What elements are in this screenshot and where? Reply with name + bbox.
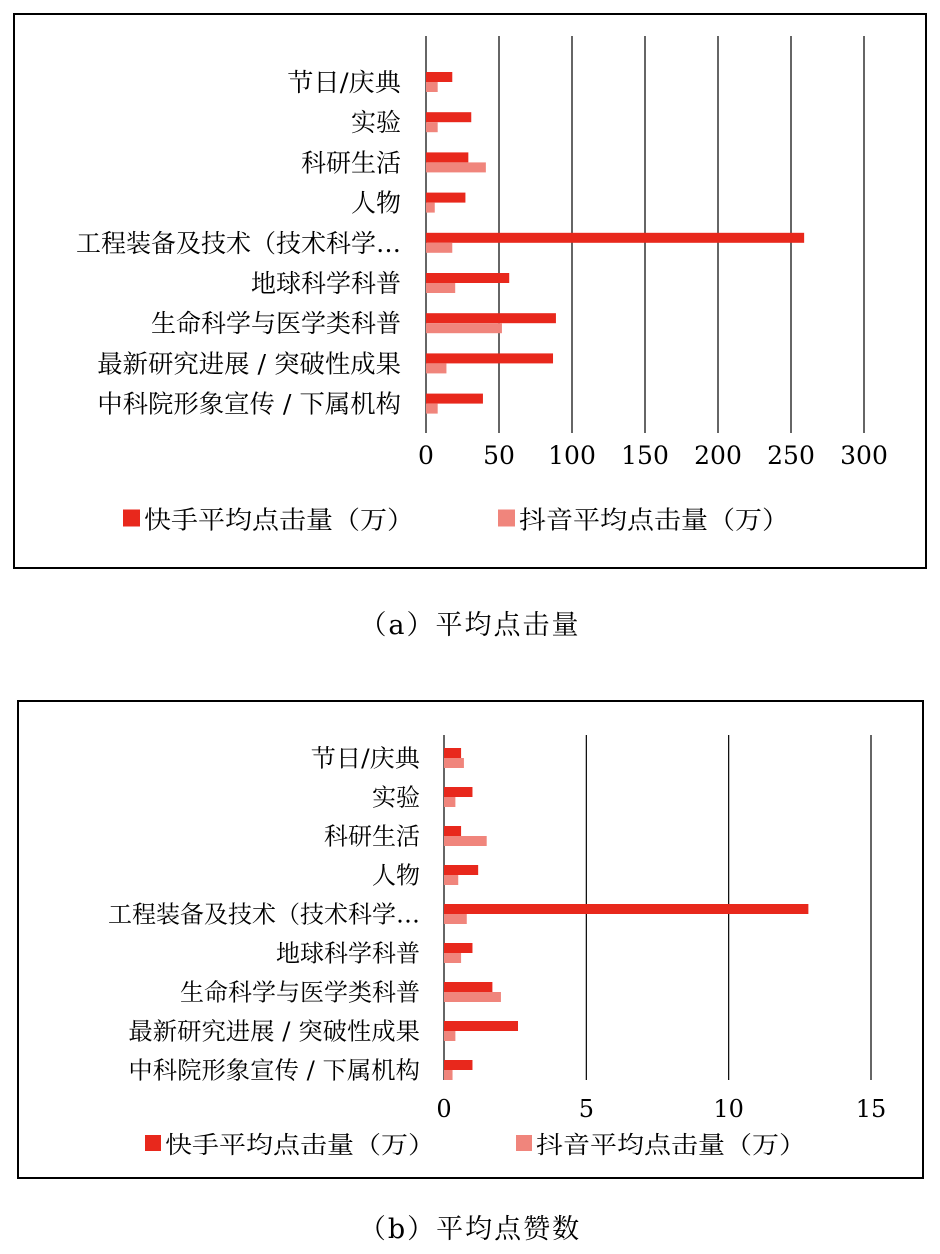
category-label: 实验 (351, 108, 401, 138)
category-label: 地球科学科普 (251, 269, 401, 298)
bar-kuaishou (444, 904, 808, 914)
bar-kuaishou (426, 72, 452, 82)
legend-label-douyin: 抖音平均点击量（万） (536, 1131, 806, 1160)
category-label: 工程装备及技术（技术科学… (76, 228, 401, 258)
x-tick-label: 10 (713, 1095, 744, 1123)
bar-douyin (444, 914, 467, 924)
legend-swatch-kuaishou (123, 510, 140, 527)
category-label: 地球科学科普 (276, 939, 420, 968)
x-tick-label: 50 (483, 441, 515, 470)
bar-douyin (444, 836, 487, 846)
like-chart (19, 702, 926, 1181)
category-label: 人物 (351, 188, 401, 218)
click-chart (15, 15, 929, 571)
bar-douyin (426, 122, 438, 132)
bar-kuaishou (426, 112, 471, 122)
bar-douyin (426, 323, 502, 333)
bar-kuaishou (426, 394, 483, 404)
caption-b: （b）平均点赞数 (358, 1214, 582, 1245)
x-tick-label: 5 (578, 1095, 594, 1123)
x-tick-label: 300 (840, 441, 888, 470)
bar-douyin (444, 953, 461, 963)
bar-douyin (444, 1031, 455, 1041)
legend-swatch-douyin (498, 510, 515, 527)
bar-kuaishou (444, 982, 492, 992)
bar-douyin (444, 875, 458, 885)
category-label: 生命科学与医学类科普 (180, 978, 420, 1007)
bar-douyin (444, 758, 464, 768)
caption-a: （a）平均点击量 (359, 610, 581, 641)
legend-label-douyin: 抖音平均点击量（万） (519, 505, 789, 535)
x-tick-label: 0 (436, 1095, 452, 1123)
bar-douyin (426, 404, 438, 414)
x-tick-label: 200 (694, 441, 742, 470)
bar-kuaishou (444, 1060, 472, 1070)
bar-kuaishou (444, 787, 472, 797)
category-label: 人物 (372, 861, 420, 890)
bar-douyin (444, 1070, 453, 1080)
bar-kuaishou (444, 748, 461, 758)
bar-douyin (444, 992, 501, 1002)
bar-kuaishou (426, 193, 465, 203)
bar-kuaishou (426, 273, 509, 283)
category-label: 最新研究进展 / 突破性成果 (128, 1017, 421, 1046)
bar-douyin (426, 243, 452, 253)
chart-panel-b (17, 700, 924, 1179)
bar-douyin (426, 82, 438, 92)
x-tick-label: 150 (621, 441, 669, 470)
category-label: 节日/庆典 (310, 744, 423, 773)
bar-kuaishou (444, 1021, 518, 1031)
category-label: 中科院形象宣传 / 下属机构 (128, 1056, 421, 1085)
legend-swatch-douyin (516, 1135, 532, 1151)
bar-kuaishou (426, 233, 804, 243)
category-label: 工程装备及技术（技术科学… (108, 900, 420, 929)
category-label: 科研生活 (324, 822, 420, 851)
x-tick-label: 100 (548, 441, 596, 470)
x-tick-label: 250 (767, 441, 815, 470)
category-label: 生命科学与医学类科普 (151, 309, 401, 339)
legend-swatch-kuaishou (145, 1135, 161, 1151)
bar-douyin (444, 797, 455, 807)
bar-kuaishou (426, 353, 553, 363)
bar-kuaishou (444, 943, 472, 953)
category-label: 最新研究进展 / 突破性成果 (97, 349, 401, 379)
category-label: 科研生活 (301, 148, 401, 178)
x-tick-label: 15 (855, 1095, 887, 1123)
bar-douyin (426, 203, 435, 213)
legend-label-kuaishou: 快手平均点击量（万） (144, 505, 414, 535)
bar-douyin (426, 162, 486, 172)
bar-douyin (426, 283, 455, 293)
bar-kuaishou (426, 313, 556, 323)
legend-label-kuaishou: 快手平均点击量（万） (165, 1131, 435, 1160)
bar-douyin (426, 363, 446, 373)
category-label: 节日/庆典 (287, 68, 404, 97)
chart-panel-a (13, 13, 927, 569)
bar-kuaishou (426, 152, 468, 162)
bar-kuaishou (444, 826, 461, 836)
category-label: 中科院形象宣传 / 下属机构 (97, 389, 401, 419)
x-tick-label: 0 (418, 441, 434, 470)
bar-kuaishou (444, 865, 478, 875)
category-label: 实验 (372, 783, 420, 812)
